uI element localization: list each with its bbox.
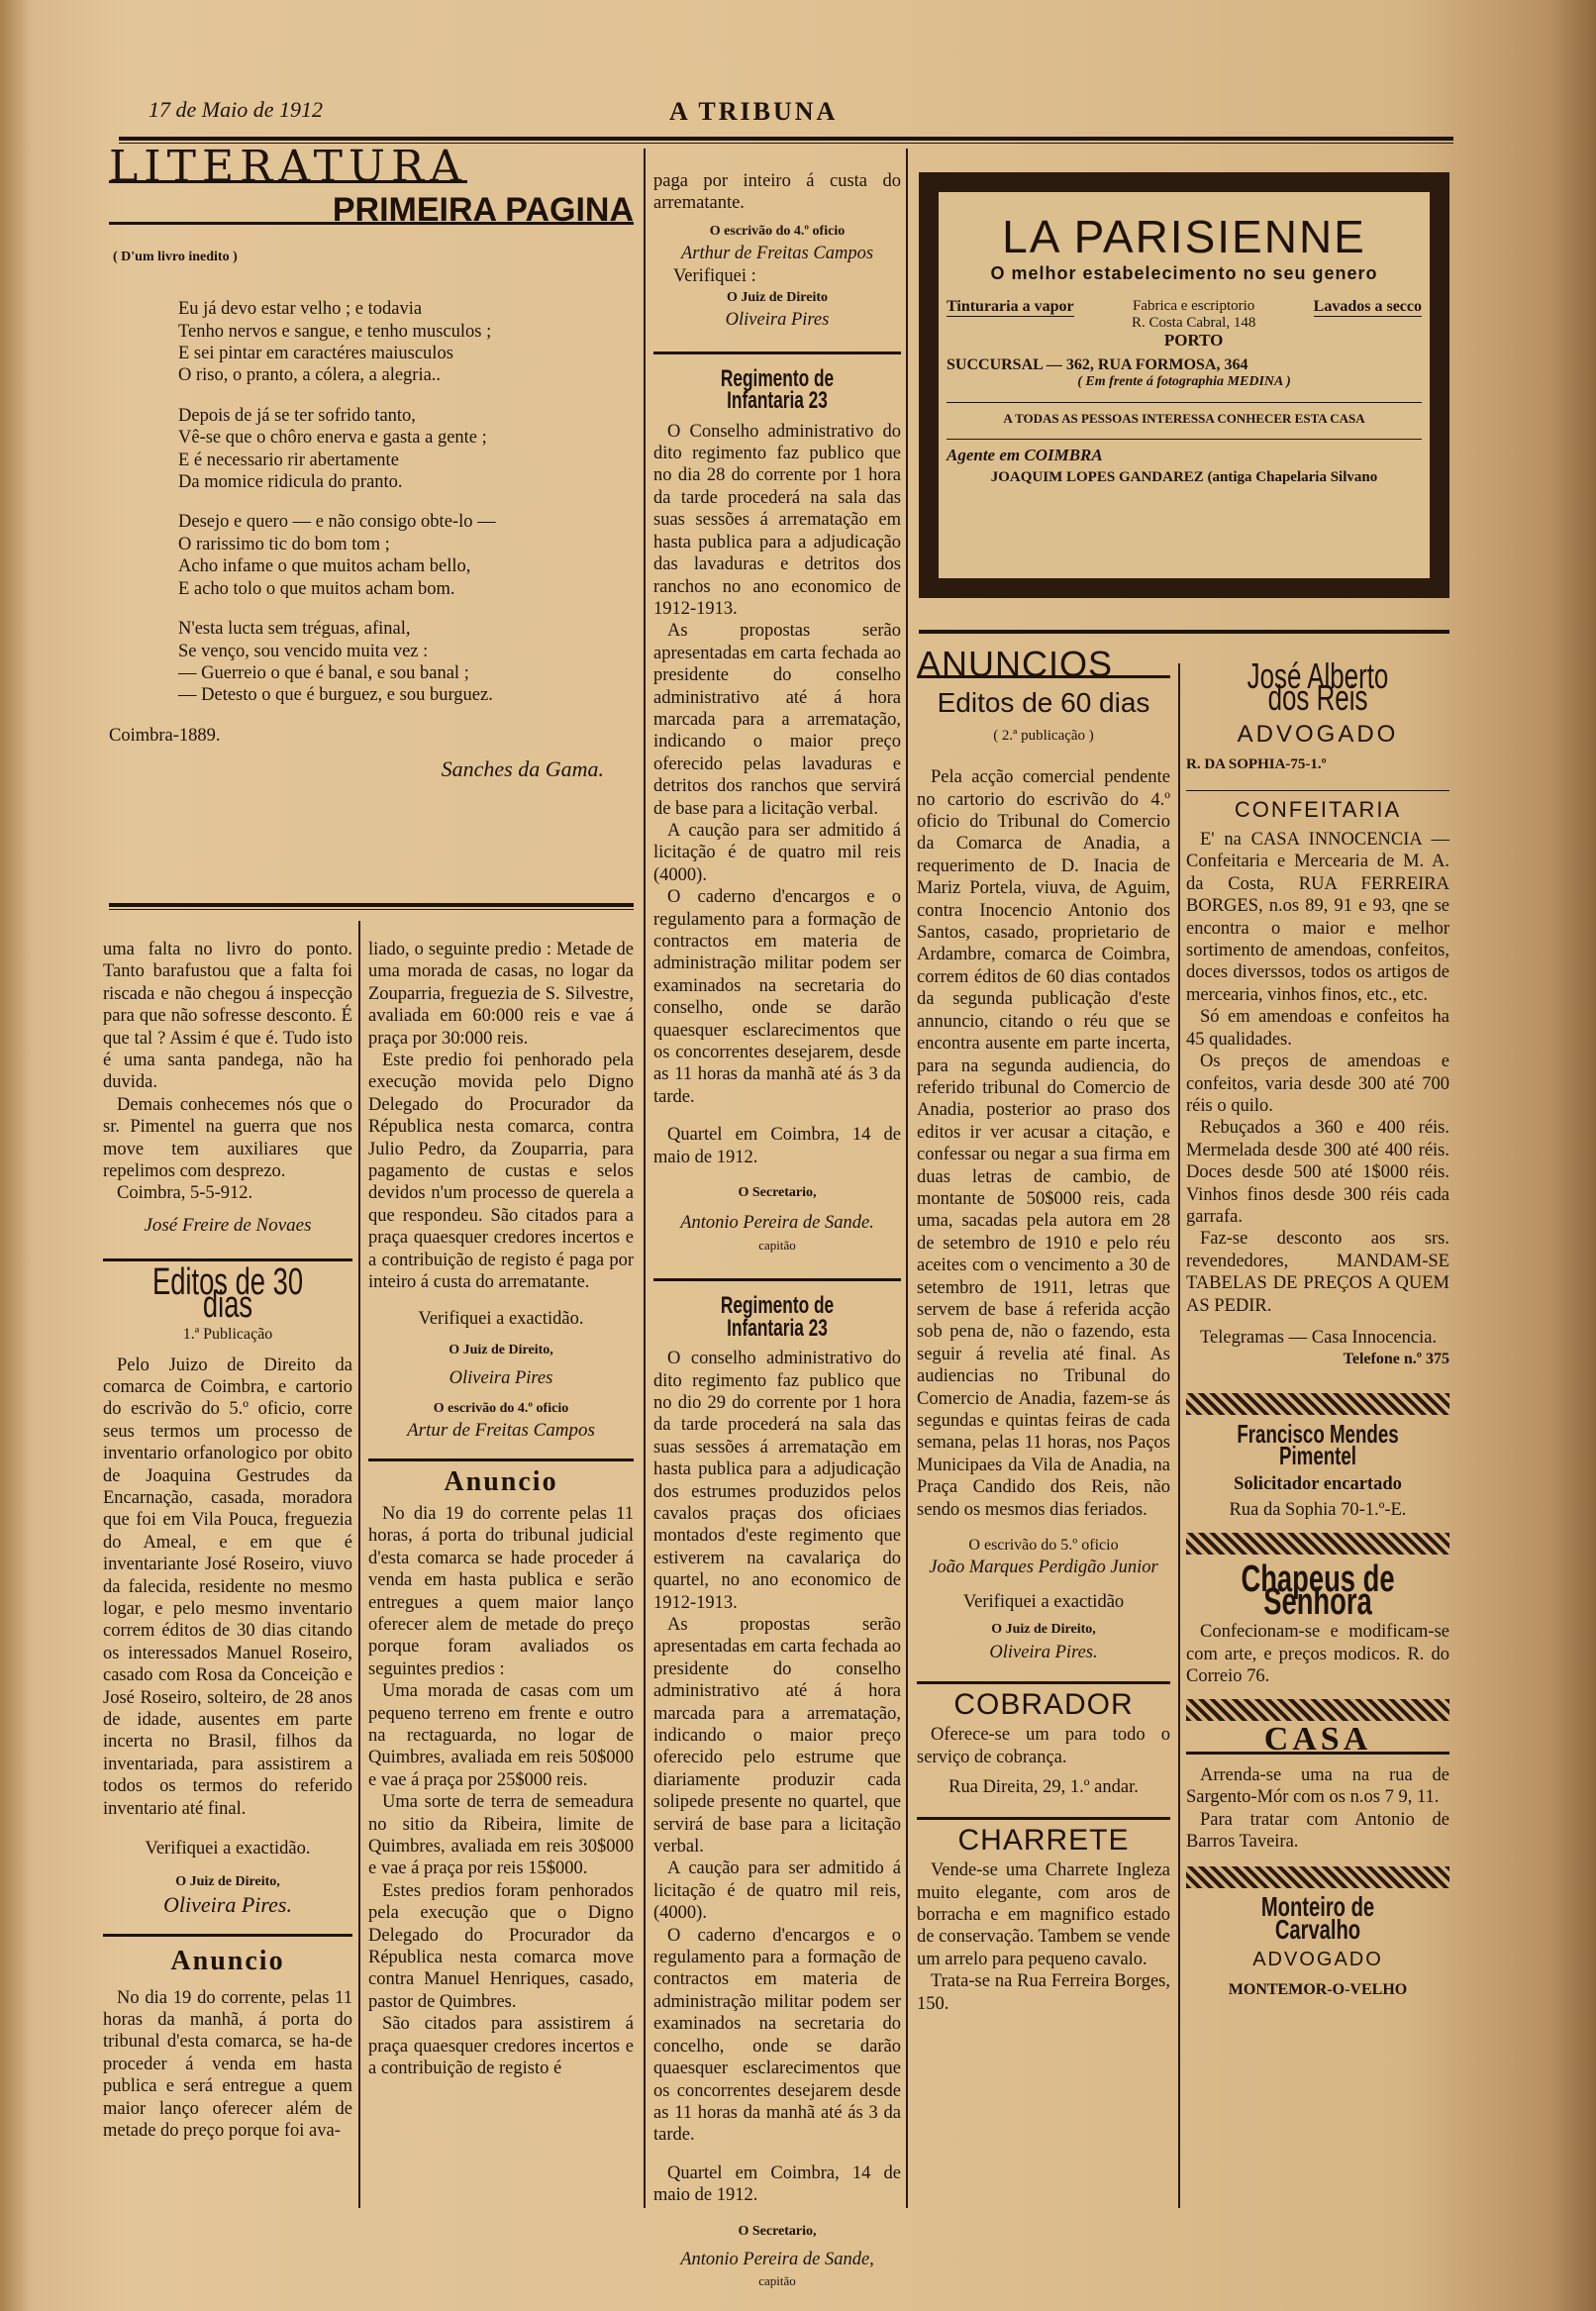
judge-label: O Juiz de Direito, (449, 1342, 553, 1357)
charrete-text: Vende-se uma Charrete Ingleza muito elegante, com aros de borracha e em magnifico estado de conservação. Tambem se vende um arrelo para pequeno cavalo. (917, 1860, 1170, 1969)
anuncio-text: Uma sorte de terra de semeadura no sitio da Ribeira, limite de Quimbres, avaliada em reis 30$000 e vae á praça por reis 15$000. (368, 1792, 634, 1879)
telephone: Telefone n.º 375 (1343, 1351, 1449, 1368)
section-rule (919, 630, 1449, 634)
poem-place: Coimbra-1889. (109, 725, 221, 746)
verse: Vê-se que o chôro enerva e gasta a gente ; (178, 428, 487, 449)
judge-name: Oliveira Pires. (989, 1642, 1098, 1662)
ad-factory-address: R. Costa Cabral, 148 (1131, 315, 1256, 331)
verse: Tenho nervos e sangue, e tenho musculos ; (178, 321, 492, 342)
ad-service-right: Lavados a secco (1313, 298, 1422, 315)
confeitaria-heading: CONFEITARIA (1234, 796, 1402, 822)
verification: Verifiquei a exactidão (962, 1591, 1125, 1612)
ad-inner (947, 198, 1422, 486)
editos-title: Editos de 30 dias (151, 1261, 304, 1326)
solicitor-address: Rua da Sophia 70-1.º-E. (1229, 1500, 1407, 1520)
telegram-address: Telegramas — Casa Innocencia. (1200, 1327, 1438, 1348)
judge-name: Oliveira Pires (449, 1368, 553, 1389)
anuncios-heading: ANUNCIOS (917, 653, 1170, 678)
clerk-name: João Marques Perdigão Junior (929, 1557, 1158, 1578)
anuncio-text: No dia 19 do corrente pelas 11 horas, á porta do tribunal judicial d'esta comarca se hade proceder á venda em hasta publica e serão entregues a quem maior lanço oferecer alem de metade do preço porque foram avaliados os seguintes predios : (368, 1503, 634, 1679)
lawyer-name: José Alberto dos Reis (1247, 655, 1389, 719)
rule (103, 1934, 352, 1937)
poem-source: ( D'um livro inedito ) (113, 249, 238, 264)
clerk-name: Artur de Freitas Campos (407, 1420, 595, 1442)
ad-title: LA PARISIENNE (1002, 211, 1366, 262)
verse: Acho infame o que muitos acham bello, (178, 556, 471, 577)
confeitaria-text: Rebuçados a 360 e 400 réis. Mermelada desde 300 até 400 réis. Doces desde 500 até 1$000 réis. Vinhos finos desde 300 réis cada garrafa. (1186, 1118, 1449, 1227)
ad-agent-name: JOAQUIM LOPES GANDAREZ (antiga Chapelaria Silvano (990, 469, 1378, 485)
verse: E é necessario rir abertamente (178, 450, 399, 470)
poem-author: Sanches da Gama. (441, 756, 604, 782)
regiment-title: Regimento de Infantaria 23 (720, 364, 835, 415)
verification: Verifiquei a exactidão. (418, 1308, 584, 1329)
stanza (178, 298, 634, 387)
verse: — Guerreio o que é banal, e sou banal ; (178, 662, 469, 683)
column-2-lower (368, 939, 634, 2080)
casa-text: Para tratar com Antonio de Barros Taveira. (1186, 1809, 1449, 1853)
judge-name: Oliveira Pires. (163, 1891, 292, 1917)
rule (653, 352, 901, 354)
verification: Verifiquei a exactidão. (145, 1839, 311, 1859)
column-divider (906, 149, 908, 2208)
article-date: Coimbra, 5-5-912. (117, 1183, 253, 1204)
verse: O rarissimo tic do bom tom ; (178, 534, 390, 554)
notice-text: O conselho administrativo do dito regimento faz publico que no dio 29 do corrente por 1 hora da tarde procederá na sala das suas sessões á arrematação em hasta publica para a adjudicação dos estrumes produzidos pelos cavalos praças dos oficiaes montados d'este regimento que estiverem na cavalariça do quartel, no ano economico de 1912-1913. (653, 1349, 901, 1613)
column-divider (1178, 663, 1180, 2208)
notice-date: Quartel em Coimbra, 14 de maio de 1912. (653, 2162, 901, 2206)
poem-title: PRIMEIRA PAGINA (109, 199, 634, 224)
casa-text: Arrenda-se uma na rua de Sargento-Mór com os n.os 7 9, 11. (1186, 1764, 1449, 1808)
clerk-label: O escrivão do 5.º oficio (968, 1537, 1119, 1555)
ad-factory (1132, 298, 1255, 349)
secretary-name: Antonio Pereira de Sande, (680, 2249, 874, 2269)
clerk-name: Arthur de Freitas Campos (680, 244, 874, 264)
column-divider (644, 149, 646, 2208)
verse: Se venço, sou vencido muita vez : (178, 641, 429, 661)
ad-services (947, 298, 1422, 349)
secretary-rank: capitão (758, 2273, 796, 2289)
anuncio-text: São citados para assistirem á praça quaesquer credores incertos e a contribuição de registo é (368, 2014, 634, 2079)
section-rule-thin (109, 909, 634, 910)
verse: E acho tolo o que muitos acham bom. (178, 578, 455, 599)
editos-text: Pela acção comercial pendente no cartorio do escrivão do 4.º oficio do Tribunal do Comercio da Comarca de Anadia, a requerimento de D. Inacia de Mariz Portela, viuva, de Aguim, contra Inocencio Antonio dos Santos, casado, proprietario de Ardambre, comarca de Coimbra, correm éditos de 60 dias contados da segunda publicação d'este annuncio, citando o réu que se encontra ausente em parte incerta, para na segunda audiencia, do referido tribunal do Comercio de Anadia, posterior ao praso dos editos ir ver acusar a citação, e confessar ou negar a sua firma em duas letras de cambio, de montante de 50$000 reis, cada uma, sacadas pela autora em 28 de setembro de 1910 e pelo réu aceites com o vencimento a 30 de setembro de 1911, letras que servem de base á referida acção sob pena de, não o fazendo, esta seguir á revelia até final. As audiencias no Tribunal do Comercio de Anadia, fazem-se ás segundas e quintas feiras de cada semana, pelas 11 horas, nos Paços Municipaes da Vila de Anadia, na Praça Candido dos Reis, não sendo os mesmos dias feriados. (917, 767, 1170, 1520)
verse: N'esta lucta sem tréguas, afinal, (178, 619, 411, 640)
column-1-lower (103, 939, 352, 2143)
section-title: LITERATURA (109, 142, 467, 192)
notice-text: A caução para ser admitido á licitação é de quatro mil reis, (4000). (653, 1859, 901, 1924)
column-divider (358, 921, 360, 2208)
confeitaria-text: E' na CASA INNOCENCIA — Confeitaria e Mercearia de M. A. da Costa, RUA FERREIRA BORGES, n.os 89, 91 e 93, qne se encontra o maior e melhor sortimento de amendoas, confeitos, doces diverssos, todos os artigos de mercearia, vinhos finos, etc., etc. (1186, 830, 1449, 1005)
verse: Da momice ridicula do pranto. (178, 472, 403, 493)
header-rule (119, 137, 1453, 141)
charrete-text: Trata-se na Rua Ferreira Borges, 150. (917, 1971, 1170, 2014)
solicitor-name: Francisco Mendes Pimentel (1237, 1418, 1399, 1471)
secretary-label: O Secretario, (738, 1185, 817, 1201)
confeitaria-text: Os preços de amendoas e confeitos, varia desde 300 até 700 réis o quilo. (1186, 1052, 1449, 1116)
clerk-label: O escrivão do 4.º oficio (433, 1400, 569, 1416)
lawyer-address: R. DA SOPHIA-75-1.º (1186, 756, 1327, 773)
notice-text: As propostas serão apresentadas em carta fechada ao presidente do conselho administrativo até á hora marcada para a arrematação, indicando o maior preço oferecido pelo estrume que diariamente produzir cada solipede presente no quartel, que servirá de base para a licitação verbal. (653, 1614, 901, 1858)
anuncio-text: No dia 19 do corrente, pelas 11 horas da manhã, á porta do tribunal d'esta comarca, se ha-de proceder á venda em hasta publica e será entregue a quem maior lanço oferecer além de metade do preço porque foi ava- (103, 1987, 352, 2142)
ad-branch: SUCCURSAL — 362, RUA FORMOSA, 364 (947, 356, 1248, 373)
issue-date: 17 de Maio de 1912 (149, 97, 323, 122)
article-signature: José Freire de Novaes (144, 1214, 312, 1236)
ornament (1186, 1699, 1449, 1721)
ornament (1186, 1393, 1449, 1415)
rule (947, 439, 1422, 440)
secretary-name: Antonio Pereira de Sande. (680, 1213, 874, 1234)
rule (917, 1817, 1170, 1820)
confeitaria-text: Só em amendoas e confeitos ha 45 qualidades. (1186, 1007, 1449, 1050)
article-text: Demais conhecemes nós que o sr. Pimentel na guerra que nos move tem auxiliares que repelimos com desprezo. (103, 1094, 352, 1182)
article-text: Este predio foi penhorado pela execução movida pelo Digno Delegado do Procurador da Républica nesta comarca, contra Julio Pedro, da Zouparria, para pagamento de custas e selos devidos n'um processo de querela a que respondeu. São citados para a praça quaesquer credores incertos e a contribuição de registo é paga por inteiro á custa do arrematante. (368, 1051, 634, 1293)
notice-text: As propostas serão apresentadas em carta fechada ao presidente do conselho administrativo até á hora marcada para a arrematação, indicando o maior preço oferecido pelas lavaduras e detritos dos ranchos que servirá de base para a licitação verbal. (653, 621, 901, 819)
anuncio-text: Uma morada de casas com um pequeno terreno em frente e outro na rectaguarda, no logar de Quimbres, avaliada em reis 50$000 e vae á praça por 25$000 reis. (368, 1681, 634, 1790)
column-4 (917, 644, 1170, 2015)
notice-date: Quartel em Coimbra, 14 de maio de 1912. (653, 1125, 901, 1167)
charrete-heading: CHARRETE (957, 1823, 1130, 1857)
solicitor-role: Solicitador encartado (1234, 1473, 1402, 1494)
judge-label: O Juiz de Direito, (175, 1874, 280, 1890)
lawyer-role: ADVOGADO (1237, 720, 1399, 748)
verse: — Detesto o que é burguez, e sou burguez. (178, 685, 493, 706)
paper-title: A TRIBUNA (669, 97, 839, 126)
clerk-label: O escrivão do 4.º oficio (709, 223, 846, 239)
rule (653, 1278, 901, 1281)
judge-label: O Juiz de Direito (726, 290, 828, 306)
notice-text: O caderno d'encargos e o regulamento para a formação de contractos em materia de administração militar podem ser examinados na secretaria do conselho, onde se darão quaesquer esclarecimentos que os concorrentes desejarem, desde as 11 horas da manhã até ás 3 da tarde. (653, 887, 901, 1107)
verse: O riso, o pranto, a cólera, a alegria.. (178, 365, 442, 386)
anuncio-text: Estes predios foram penhorados pela execução que o Digno Delegado do Procurador da Républica nesta comarca move contra Manuel Henriques, casado, pastor de Quimbres. (368, 1880, 634, 2012)
stanza (178, 618, 634, 707)
section-rule (109, 903, 634, 907)
ad-branch-note: ( Em frente á fotographia MEDINA ) (1077, 374, 1291, 389)
cobrador-heading: COBRADOR (953, 1688, 1134, 1722)
confeitaria-text: Faz-se desconto aos srs. revendedores, MANDAM-SE TABELAS DE PREÇOS A QUEM AS PEDIR. (1186, 1229, 1449, 1316)
lawyer2-city: MONTEMOR-O-VELHO (1228, 1980, 1408, 1998)
literatura-section (109, 142, 634, 782)
judge-label: O Juiz de Direito, (991, 1622, 1096, 1638)
lawyer2-name: Monteiro de Carvalho (1260, 1891, 1375, 1945)
article-text: uma falta no livro do ponto. Tanto barafustou que a falta foi riscada e não chegou á inspecção para que não sofresse desconto. É que tal ? Assim é que é. Tudo isto é uma santa pandega, não ha duvida. (103, 940, 352, 1093)
rule (368, 1458, 634, 1461)
article-text: paga por inteiro á custa do arrematante. (653, 171, 901, 214)
ad-city: PORTO (1163, 331, 1224, 350)
verification: Verifiquei : (673, 265, 756, 286)
anuncio-title: Anuncio (170, 1946, 285, 1977)
lawyer2-role: ADVOGADO (1252, 1949, 1383, 1971)
cobrador-text: Oferece-se um para todo o serviço de cobrança. (917, 1725, 1170, 1767)
ad-notice: A TODAS AS PESSOAS INTERESSA CONHECER ESTA CASA (1003, 411, 1365, 426)
hats-text: Confecionam-se e modificam-se com arte, e preços modicos. R. do Correio 76. (1186, 1622, 1449, 1687)
column-3 (653, 170, 901, 2293)
verse: Eu já devo estar velho ; e todavia (178, 299, 423, 320)
ornament (1186, 1866, 1449, 1888)
rule (1186, 790, 1449, 791)
stanza (178, 511, 634, 600)
editos-publication: 1.ª Publicação (182, 1326, 273, 1344)
ad-factory-label: Fabrica e escriptorio (1133, 298, 1255, 314)
stanza (178, 405, 634, 494)
verse: Desejo e quero — e não consigo obte-lo — (178, 512, 496, 533)
ad-subtitle: O melhor estabelecimento no seu genero (990, 263, 1378, 283)
editos-text: Pelo Juizo de Direito da comarca de Coimbra, e cartorio do escrivão do 5.º oficio, corre seus termos um processo de inventario orfanologico por obito de Joaquina Gestrudes da Encarnação, casada, moradora que foi em Vila Pouca, freguezia do Ameal, e em que é inventariante José Roseiro, viuvo da falecida, residente no mesmo logar, e pelo mesmo inventario correm éditos de 30 dias citando os interessados Manuel Roseiro, casado com Rosa da Conceição e José Roseiro, solteiro, de 28 anos de idade, ausentes em parte incerta no Brasil, filhos da inventariada, para assistirem a todos os termos do referido inventario até final. (103, 1355, 352, 1819)
ad-agent-label: Agente em COIMBRA (947, 446, 1103, 464)
verse: Depois de já se ter sofrido tanto, (178, 405, 416, 426)
notice-text: O caderno d'encargos e o regulamento para a formação de contractos em materia de administração militar podem ser examinados na secretaria do concelho, onde se darão quaesquer esclarecimentos que os concorrentes desejarem desde as 11 horas da manhã até ás 3 da tarde. (653, 1925, 901, 2146)
judge-name: Oliveira Pires (725, 310, 830, 331)
anuncio-title: Anuncio (444, 1465, 558, 1497)
secretary-rank: capitão (758, 1237, 796, 1253)
notice-text: A caução para ser admitido á licitação é de quatro mil reis (4000). (653, 820, 901, 885)
notice-text: O Conselho administrativo do dito regimento faz publico que no dia 28 do corrente por 1 hora da tarde procederá na sala das suas sessões á arrematação em hasta publica para a adjudicação das lavaduras e detritos dos ranchos no ano economico de 1912-1913. (653, 421, 901, 619)
hats-heading: Chapeus de Senhora (1241, 1558, 1395, 1623)
article-text: liado, o seguinte predio : Metade de uma morada de casas, no logar da Zouparria, freguezia de S. Silvestre, avaliada em 60:000 reis e vae á praça por 30:000 reis. (368, 940, 634, 1049)
rule (917, 1681, 1170, 1684)
regiment-title: Regimento de Infantaria 23 (720, 1292, 835, 1342)
editos-title: Editos de 60 dias (937, 687, 1150, 719)
secretary-label: O Secretario, (738, 2223, 817, 2239)
verse: E sei pintar em caractéres maiusculos (178, 344, 453, 364)
column-5 (1186, 655, 1449, 2001)
cobrador-address: Rua Direita, 29, 1.º andar. (948, 1777, 1139, 1798)
ornament (1186, 1533, 1449, 1555)
editos-publication: ( 2.ª publicação ) (993, 727, 1094, 744)
casa-heading: CASA (1186, 1729, 1449, 1754)
rule (947, 402, 1422, 403)
la-parisienne-ad (919, 172, 1449, 598)
ad-service-left: Tinturaria a vapor (947, 298, 1074, 315)
poem (109, 298, 634, 707)
